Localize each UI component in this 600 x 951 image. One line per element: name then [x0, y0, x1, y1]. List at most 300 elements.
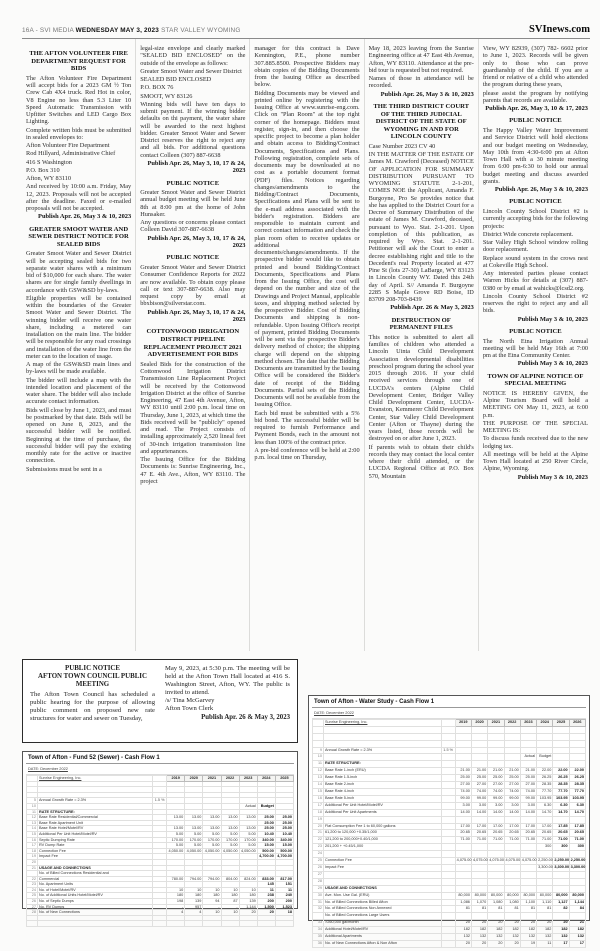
value-cell: 1,070: [471, 899, 487, 906]
value-cell: 300: [553, 844, 569, 851]
value-cell: 71.00: [455, 837, 471, 844]
legal-notices-column-5: [478, 39, 592, 651]
value-cell: 6.30: [537, 802, 553, 809]
row-label-cell: 201,200 + +0.45/1,000: [324, 844, 442, 851]
value-cell: 10.40: [257, 831, 275, 837]
value-cell: [471, 851, 487, 858]
value-cell: 198: [167, 899, 185, 905]
publish-line: Publish Apr. 26, May 3 & 10, 2023: [494, 186, 589, 193]
value-cell: 80,000: [569, 892, 585, 899]
row-label-cell: USAGE AND CONNECTIONS: [324, 885, 442, 892]
value-cell: 17.00: [471, 823, 487, 830]
value-cell: 87: [221, 899, 239, 905]
value-cell: 182: [569, 927, 585, 934]
notice-heading: THE THIRD DISTRICT COURT OF THE THIRD JUDICIAL DISTRICT OF THE STATE OF WYOMING IN AND FOR LINCOLN COUNTY: [373, 102, 470, 141]
row-label-cell: No. of Hotel/Motel/RV: [38, 887, 153, 893]
value-cell: [553, 878, 569, 885]
value-cell: 10: [203, 910, 221, 916]
value-cell: 26.25: [569, 775, 585, 782]
notice-paragraph: please assist the program by notifying parents that records are available.: [482, 89, 589, 104]
year-header-cell: 2025: [275, 776, 293, 782]
notice-paragraph: Greater Smoot Water and Sewer District Consumer Confidence Reports for 2022 are now available. To obtain copy please call or text 307-887-6638. Also may request copy by email at bbxbison@silverstar.com.: [140, 264, 246, 308]
year-header-cell: 2025: [553, 720, 569, 727]
value-cell: [471, 913, 487, 920]
row-label-cell: Additional Per Unit Hotel/Motel/RV: [38, 831, 153, 837]
value-cell: 71.00: [537, 837, 553, 844]
notice-paragraph: Bidding Documents may be viewed and printed online by registering with the Issuing Office at www.sunrise-eng.com. Click on "Plan Room" at the top right corner of the homepage. Bidders must register, sign-in, and then choose the specific project to become a plan holder and obtain access to Bidding/Contract Documents, Specifications and Plans. Following registration, complete sets of documents may be downloaded at no cost as a portable document format (PDF) files. Notices regarding changes/amendments to the Bidding/Contract Documents, Specifications and Plans will be sent to the e-mail address associated with the bidder's registration. Bidders are responsible to maintain current and correct contact information and check the plan room often to receive updates or additional documents/changes/amendments. If the prospective bidder would like to obtain printed and bound Bidding/Contract Documents, Specifications and Plans from the Issuing Office, the cost will depend on the number and size of the Drawings and Project Manual, applicable taxes, and shipping method selected by the prospective Bidder. Cost of Bidding Documents and shipping is non-refundable. Upon Issuing Office's receipt of payment, printed Bidding Documents will be sent via the prospective Bidder's delivery method of choice; the shipping charge will depend on the shipping method chosen. The date that the Bidding Documents are transmitted by the Issuing Office will be considered the Bidder's date of receipt of the Bidding Documents. Partial sets of the Bidding Documents will not be available from the Issuing Office.: [254, 89, 360, 409]
table-row: [313, 789, 586, 796]
value-cell: [553, 885, 569, 892]
value-cell: [455, 851, 471, 858]
value-cell: 74.00: [488, 789, 504, 796]
value-cell: 80,000: [553, 892, 569, 899]
table-row: [313, 726, 586, 733]
value-cell: 15.00: [275, 843, 293, 849]
value-cell: [471, 878, 487, 885]
value-cell: 10: [185, 887, 203, 893]
growth-rate-cell: [441, 789, 455, 796]
row-label-cell: Base Rate 1-inch (ERU): [324, 768, 442, 775]
notice-paragraph: Any interested parties please contact Warren Hicks for details at (307) 887-0380 or by email at wahicks@lcsd2.org.: [482, 270, 589, 292]
value-cell: 25.00: [257, 820, 275, 826]
value-cell: -: [167, 904, 185, 910]
year-header-cell: 2020: [185, 776, 203, 782]
notice-paragraph: Rod Hillyard, Administrative Chief: [26, 150, 116, 158]
row-label-cell: Additional Per Unit Hotel/Motel/RV: [324, 802, 442, 809]
value-cell: 5.00: [167, 843, 185, 849]
row-label-cell: Flat Consumption Fee 1 to 60,000 gallons: [324, 823, 442, 830]
value-cell: [221, 921, 239, 927]
value-cell: 170.00: [167, 837, 185, 843]
row-number-cell: 15: [313, 789, 324, 796]
row-label-cell: No. of Billed Connections Large Users: [324, 913, 442, 920]
value-cell: [553, 871, 569, 878]
value-cell: 81: [488, 906, 504, 913]
row-number-cell: 34: [313, 927, 324, 934]
value-cell: 4,075.00: [520, 858, 536, 865]
row-label-cell: >260,000 gal/month: [324, 920, 442, 927]
value-cell: 81: [537, 906, 553, 913]
value-cell: 4,050.00: [168, 848, 184, 853]
notice-heading: PUBLIC NOTICE: [509, 117, 562, 125]
notice-paragraph: Complete written bids must be submitted in sealed envelopes to:: [26, 126, 132, 141]
table-row: [313, 733, 586, 740]
value-cell: [488, 747, 504, 754]
cashflow-grid: [26, 775, 294, 927]
value-cell: 20.65: [504, 830, 520, 837]
year-header-cell: 2019: [455, 720, 471, 727]
growth-rate-cell: [441, 913, 455, 920]
value-cell: 5.00: [167, 831, 185, 837]
value-cell: 103.95: [553, 795, 569, 802]
value-cell: 4,075.00: [455, 858, 471, 865]
notice-paragraph: SMOOT, WY 83126: [140, 92, 193, 100]
growth-rate-cell: [441, 899, 455, 906]
value-cell: 74.00: [504, 789, 520, 796]
growth-rate-cell: [441, 830, 455, 837]
notice-box-left-column: [30, 665, 155, 737]
row-label-cell: Base Rate Apartment Unit: [38, 820, 153, 826]
value-cell: [471, 747, 487, 754]
value-cell: 5.00: [185, 843, 203, 849]
value-cell: 13.00: [167, 826, 185, 832]
row-label-cell: Base Rate Residential/Commercial: [38, 815, 153, 821]
row-number-cell: 25: [27, 893, 38, 899]
value-cell: 240: [275, 893, 293, 899]
notice-paragraph: Star Valley High School window rolling door replacement.: [482, 239, 589, 254]
value-cell: 182: [488, 927, 504, 934]
value-cell: 4,075.00: [488, 858, 504, 865]
value-cell: 20: [488, 940, 504, 947]
value-cell: [520, 747, 536, 754]
row-label-cell: No. of Billed Connections Billed Afton: [324, 899, 442, 906]
row-number-cell: 32: [313, 906, 324, 913]
value-cell: 20.65: [455, 830, 471, 837]
notice-paragraph: View, WY 82939, (307) 782- 6602 prior to June 1, 2023. Records will be given only to those who can prove guardianship of the child. If you are a friend or relative of a child who attended the program during these years,: [482, 45, 589, 89]
value-cell: [504, 816, 520, 823]
value-cell: 182: [504, 927, 520, 934]
value-cell: [488, 726, 504, 733]
value-cell: [455, 913, 471, 920]
afton-town-council-notice-box: [22, 659, 298, 743]
value-cell: 14.70: [569, 809, 585, 816]
value-cell: 80,000: [471, 892, 487, 899]
value-cell: 5.00: [185, 831, 203, 837]
value-cell: 200: [257, 899, 275, 905]
value-cell: 500.00: [275, 848, 293, 854]
value-cell: 4: [167, 910, 185, 916]
row-number-cell: [313, 913, 324, 920]
value-cell: [455, 740, 471, 747]
value-cell: 77.70: [537, 789, 553, 796]
value-cell: 11: [275, 887, 293, 893]
value-cell: [537, 816, 553, 823]
value-cell: [455, 726, 471, 733]
value-cell: 17.00: [520, 823, 536, 830]
value-cell: [520, 816, 536, 823]
row-label-cell: Additional Per Unit Apartments: [324, 809, 442, 816]
notice-paragraph: Greater Smoot Water and Sewer District will be accepting sealed bids for two separate water shares with a minimum bid of $10,000 for each share. The water shares are for single family dwellings in accordance with GSW&SD by-laws.: [26, 250, 132, 294]
value-cell: [569, 754, 585, 761]
publish-line: Publish May 3 & 10, 2023: [517, 315, 589, 323]
table-row: [313, 761, 586, 768]
value-cell: 10: [239, 887, 257, 893]
row-label-cell: Annual Growth Rate = 2.3%: [324, 747, 442, 754]
value-cell: 5.00: [203, 843, 221, 849]
row-number-cell: 27: [27, 904, 38, 910]
value-cell: 25.00: [471, 775, 487, 782]
value-cell: [569, 871, 585, 878]
value-cell: 132: [504, 934, 520, 941]
growth-rate-cell: [441, 940, 455, 947]
row-number-cell: 24: [313, 851, 324, 858]
value-cell: 15.00: [257, 843, 275, 849]
value-cell: [455, 878, 471, 885]
value-cell: 14.70: [537, 809, 553, 816]
value-cell: 13.00: [239, 826, 257, 832]
row-number-cell: 23: [27, 882, 38, 888]
notice-heading: PUBLIC NOTICE: [166, 179, 220, 187]
row-number-cell: 12: [27, 815, 38, 821]
value-cell: 71.00: [569, 837, 585, 844]
growth-rate-cell: [441, 782, 455, 789]
row-label-cell: [324, 726, 442, 733]
value-cell: 17.85: [553, 823, 569, 830]
value-cell: 13.00: [185, 826, 203, 832]
table-row: [313, 816, 586, 823]
value-cell: 26.25: [553, 775, 569, 782]
value-cell: 27.00: [520, 782, 536, 789]
row-number-cell: 28: [27, 910, 38, 916]
value-cell: [275, 921, 293, 927]
signature-line: /s/ Tina McGarvey: [165, 696, 215, 704]
notice-box-paragraph: The Afton Town Council has scheduled a public hearing for the purpose of allowing public comment on proposed new rate structures for water and sewer on Tuesday,: [30, 691, 155, 722]
value-cell: 340.00: [275, 837, 293, 843]
value-cell: 14.00: [471, 809, 487, 816]
value-cell: 817.00: [275, 876, 293, 882]
value-cell: 99.00: [520, 795, 536, 802]
value-cell: [504, 844, 520, 851]
table-row: [313, 864, 586, 871]
value-cell: 77.70: [569, 789, 585, 796]
value-cell: [520, 726, 536, 733]
value-cell: 182: [455, 927, 471, 934]
value-cell: 10: [167, 887, 185, 893]
row-number-cell: 16: [313, 795, 324, 802]
legal-notices-section: [22, 39, 592, 651]
row-number-cell: 23: [313, 844, 324, 851]
value-cell: 14.00: [488, 809, 504, 816]
value-cell: 2,250.00: [537, 858, 553, 865]
row-label-cell: No. of New Connections Afton & Non Afton: [324, 940, 442, 947]
notice-box-right-column: [165, 665, 290, 737]
value-cell: 21.00: [455, 768, 471, 775]
value-cell: 1,523: [275, 904, 293, 910]
growth-rate-cell: [441, 802, 455, 809]
value-cell: [553, 851, 569, 858]
value-cell: 182: [553, 927, 569, 934]
table-row: [313, 768, 586, 775]
value-cell: 4: [185, 910, 203, 916]
row-number-cell: [313, 720, 324, 727]
row-number-cell: 13: [27, 820, 38, 826]
row-label-cell: Base Rate 5-inch: [324, 795, 442, 802]
row-number-cell: 36: [313, 940, 324, 947]
value-cell: 11: [257, 887, 275, 893]
row-number-cell: 19: [313, 816, 324, 823]
value-cell: [537, 761, 553, 768]
value-cell: 20: [488, 920, 504, 927]
row-number-cell: 17: [27, 843, 38, 849]
value-cell: 13.00: [185, 815, 203, 821]
growth-rate-cell: [441, 823, 455, 830]
row-label-cell: Ave. Mon. Use Gal. (ERU): [324, 892, 442, 899]
website-label: SVInews.com: [529, 24, 590, 35]
value-cell: 22.00: [553, 768, 569, 775]
table-row: [27, 921, 294, 927]
value-cell: [553, 733, 569, 740]
value-cell: 10: [221, 910, 239, 916]
value-cell: 81: [455, 906, 471, 913]
value-cell: 21: [569, 920, 585, 927]
value-cell: [537, 747, 553, 754]
table-row: [313, 844, 586, 851]
value-cell: 74.00: [471, 789, 487, 796]
table-row: [313, 899, 586, 906]
growth-rate-cell: [441, 858, 455, 865]
value-cell: 182: [520, 927, 536, 934]
value-cell: 17.00: [488, 823, 504, 830]
value-cell: [471, 864, 487, 871]
value-cell: 2,250.00: [569, 858, 585, 865]
value-cell: [553, 754, 569, 761]
row-number-cell: [313, 733, 324, 740]
bottom-right-column: [308, 659, 590, 945]
table-row: [313, 802, 586, 809]
year-header-cell: 2019: [167, 776, 185, 782]
table-title: Town of Afton - Fund 52 (Sewer) - Cash Flow 1: [26, 754, 294, 764]
row-number-cell: 20: [27, 859, 38, 865]
value-cell: 99.00: [471, 795, 487, 802]
legal-notices-column-1: [22, 39, 135, 651]
value-cell: 20: [471, 920, 487, 927]
row-number-cell: 21: [313, 830, 324, 837]
growth-rate-cell: [441, 809, 455, 816]
notice-paragraph: Afton Volunteer Fire Department: [26, 142, 110, 150]
notice-paragraph: Lincoln County School District #2 reserves the right to reject any and all bids.: [482, 292, 589, 315]
value-cell: 17.85: [569, 823, 585, 830]
value-cell: 20.65: [553, 830, 569, 837]
growth-rate-cell: [441, 754, 455, 761]
year-header-cell: 2020: [471, 720, 487, 727]
row-number-cell: 26: [27, 899, 38, 905]
value-cell: 20.65: [471, 830, 487, 837]
value-cell: [569, 851, 585, 858]
value-cell: [455, 754, 471, 761]
value-cell: [569, 726, 585, 733]
row-number-cell: 20: [313, 823, 324, 830]
growth-rate-cell: [441, 768, 455, 775]
value-cell: 21.00: [520, 768, 536, 775]
row-label-cell: Impact Fee: [324, 864, 442, 871]
notice-heading: GREATER SMOOT WATER AND SEWER DISTRICT NOTICE FOR SEALED BIDS: [28, 225, 129, 248]
notice-box-paragraph: May 9, 2023, at 5:30 p.m. The meeting will be held at the Afton Town Hall located at 416 S. Washington Street, Afton, WY. The public is invited to attend.: [165, 665, 290, 696]
value-cell: [504, 740, 520, 747]
table-row: [313, 754, 586, 761]
growth-rate-cell: [441, 906, 455, 913]
value-cell: Budget: [257, 803, 275, 809]
table-row: [313, 809, 586, 816]
table-row: [313, 858, 586, 865]
value-cell: [504, 864, 520, 871]
value-cell: 17.00: [504, 823, 520, 830]
notice-paragraph: A map of the GSW&SD main lines and by-laws will be made available.: [26, 361, 132, 376]
growth-rate-cell: [441, 851, 455, 858]
value-cell: 20: [504, 920, 520, 927]
row-label-cell: [324, 816, 442, 823]
row-label-cell: No. of Billed Connections Non Annexed: [324, 906, 442, 913]
row-number-cell: 22: [27, 876, 38, 882]
growth-rate-cell: [441, 837, 455, 844]
value-cell: 170.00: [221, 837, 239, 843]
notice-paragraph: If parents wish to obtain their child's records they may contact the local center where their child attended, or the LUCDA Regional Office at P.O. Box 570, Mountain: [368, 443, 474, 480]
value-cell: 26.25: [537, 775, 553, 782]
value-cell: 145: [257, 882, 275, 888]
value-cell: 94: [203, 899, 221, 905]
value-cell: 4,075.00: [471, 858, 487, 865]
value-cell: 1,127: [553, 899, 569, 906]
value-cell: 3,300.00: [537, 864, 553, 871]
value-cell: [488, 864, 504, 871]
value-cell: 25.00: [455, 775, 471, 782]
row-number-cell: 24: [27, 887, 38, 893]
publish-line: Publish Apr. 26, May 3, 10, 17 & 24, 2023: [147, 308, 246, 323]
value-cell: [537, 885, 553, 892]
notice-paragraph: And received by 10:00 a.m. Friday, May 12, 2023. Proposals will not be accepted after the deadline. Faxed or e-mailed proposals will not be accepted.: [26, 183, 132, 213]
row-number-cell: [313, 740, 324, 747]
value-cell: 14.00: [455, 809, 471, 816]
row-number-cell: 9: [313, 747, 324, 754]
value-cell: 14.70: [553, 809, 569, 816]
value-cell: 84: [569, 906, 585, 913]
row-number-cell: 13: [313, 775, 324, 782]
row-number-cell: 15: [27, 831, 38, 837]
table-row: [313, 927, 586, 934]
table-row: [313, 878, 586, 885]
value-cell: 10: [221, 887, 239, 893]
value-cell: 794.00: [185, 876, 203, 882]
row-number-cell: 5: [27, 798, 38, 804]
table-row: [313, 837, 586, 844]
value-cell: 71.00: [520, 837, 536, 844]
value-cell: 132: [520, 934, 536, 941]
value-cell: 20: [455, 920, 471, 927]
notice-box-title-line2: AFTON TOWN COUNCIL PUBLIC MEETING: [38, 673, 147, 688]
notice-heading: PUBLIC NOTICE: [509, 327, 562, 335]
value-cell: [520, 878, 536, 885]
table-row: [313, 885, 586, 892]
value-cell: [471, 761, 487, 768]
growth-rate-cell: [441, 934, 455, 941]
water-cashflow-table: [308, 695, 590, 945]
table-row: [313, 823, 586, 830]
value-cell: 1,100: [520, 899, 536, 906]
row-number-cell: 19: [27, 854, 38, 860]
row-number-cell: 33: [313, 920, 324, 927]
row-label-cell: Impact Fee: [38, 854, 153, 860]
value-cell: 139: [239, 899, 257, 905]
table-row: [313, 775, 586, 782]
value-cell: 132: [569, 934, 585, 941]
value-cell: 20: [471, 940, 487, 947]
value-cell: 27.00: [471, 782, 487, 789]
notice-paragraph: SEALED BID ENCLOSED: [140, 76, 212, 83]
year-header-cell: 2023: [520, 720, 536, 727]
value-cell: [488, 740, 504, 747]
table-row: [313, 920, 586, 927]
year-header-cell: 2021: [203, 776, 221, 782]
value-cell: 6.30: [569, 802, 585, 809]
page-label: 16A - SVI MEDIA: [22, 27, 74, 34]
row-number-cell: 22: [313, 837, 324, 844]
value-cell: 170.00: [239, 837, 257, 843]
value-cell: 21.00: [504, 768, 520, 775]
value-cell: [553, 726, 569, 733]
value-cell: [569, 761, 585, 768]
value-cell: 151: [275, 882, 293, 888]
value-cell: 5.00: [221, 843, 239, 849]
growth-rate-cell: 1.5 %: [153, 798, 167, 804]
